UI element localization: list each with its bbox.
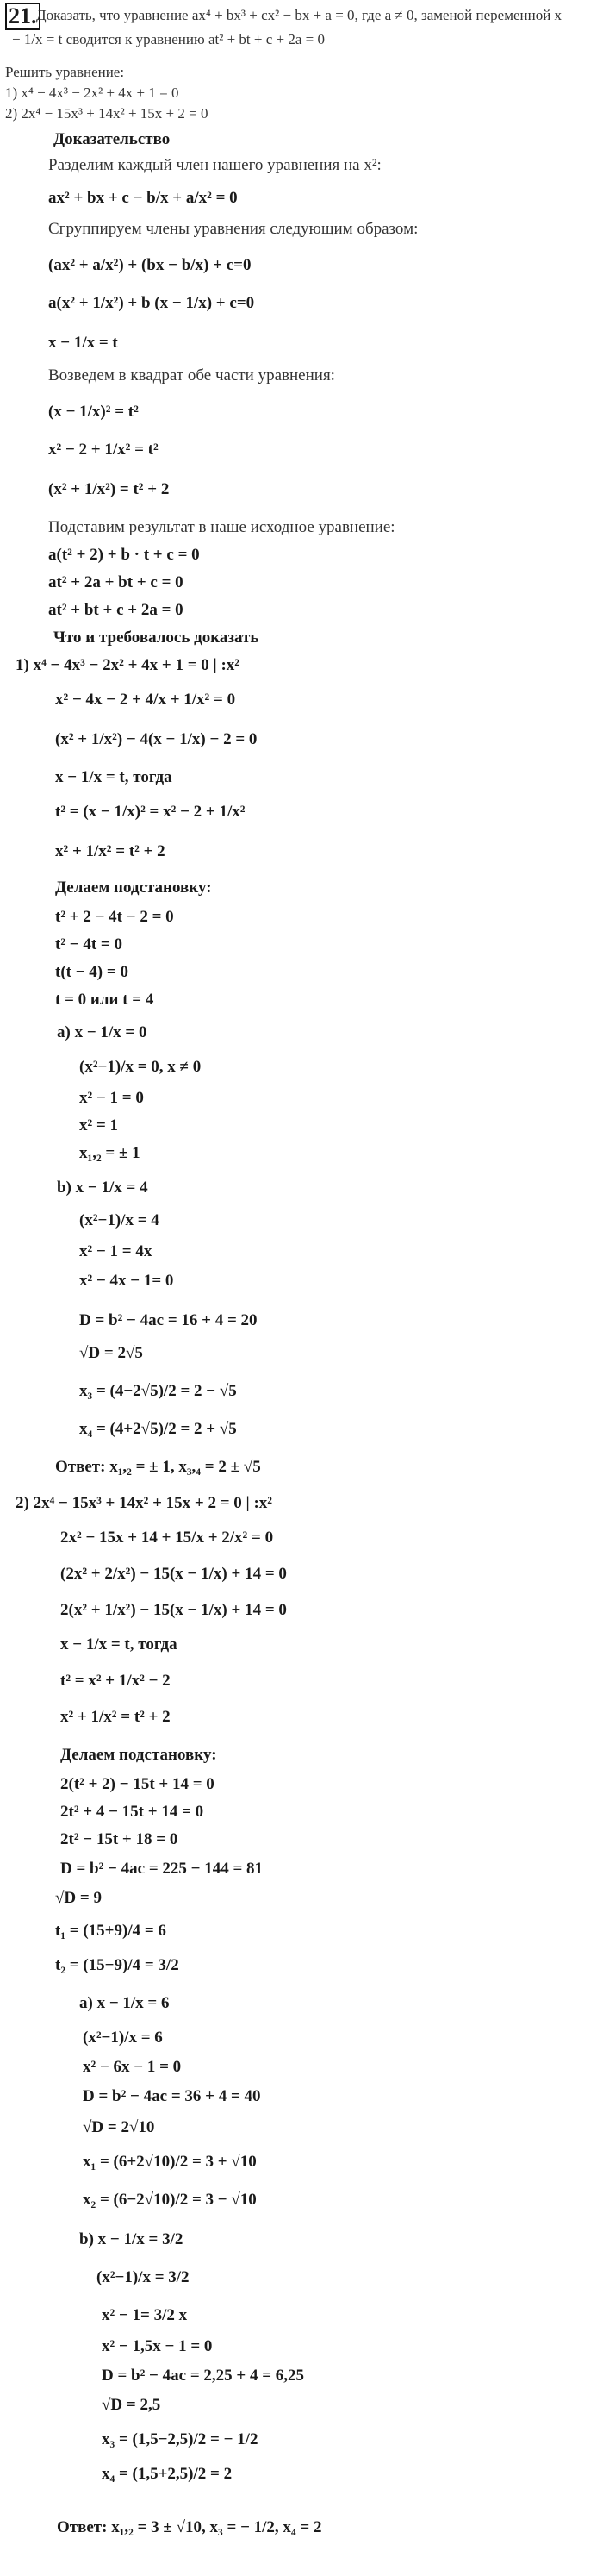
proof-step2-eq3-line: x − 1/x = t bbox=[48, 334, 118, 352]
part1-l8-line: t² + 2 − 4t − 2 = 0 bbox=[55, 908, 174, 926]
problem-eq2-line: 2) 2x⁴ − 15x³ + 14x² + 15x + 2 = 0 bbox=[5, 105, 208, 122]
proof-step3-text-line: Возведем в квадрат обе части уравнения: bbox=[48, 366, 335, 385]
part2-l6-line: t² = x² + 1/x² − 2 bbox=[60, 1672, 171, 1690]
part2-l28-line: √D = 2,5 bbox=[102, 2396, 161, 2414]
part1-l18-line: (x²−1)/x = 4 bbox=[79, 1211, 159, 1229]
part2-l26-line: x² − 1,5x − 1 = 0 bbox=[102, 2337, 213, 2355]
proof-step3-eq2-line: x² − 2 + 1/x² = t² bbox=[48, 441, 159, 459]
part2-l10-line: 2t² + 4 − 15t + 14 = 0 bbox=[60, 1803, 204, 1821]
proof-step1-text-line: Разделим каждый член нашего уравнения на x²: bbox=[48, 156, 382, 174]
part2-l22-line: x₂ = (6−2√10)/2 = 3 − √10 bbox=[83, 2191, 257, 2209]
part1-l1-line: 1) x⁴ − 4x³ − 2x² + 4x + 1 = 0 | :x² bbox=[16, 656, 240, 674]
part1-l9-line: t² − 4t = 0 bbox=[55, 935, 123, 953]
part1-l15-line: x² = 1 bbox=[79, 1116, 119, 1135]
part1-l2-line: x² − 4x − 2 + 4/x + 1/x² = 0 bbox=[55, 691, 236, 709]
part1-l20-line: x² − 4x − 1= 0 bbox=[79, 1272, 174, 1290]
part1-l13-line: (x²−1)/x = 0, x ≠ 0 bbox=[79, 1058, 202, 1076]
proof-step4-eq3-line: at² + bt + c + 2a = 0 bbox=[48, 601, 183, 619]
part1-l7-line: Делаем подстановку: bbox=[55, 878, 212, 897]
proof-heading-line: Доказательство bbox=[53, 130, 171, 148]
part2-l30-line: x₄ = (1,5+2,5)/2 = 2 bbox=[102, 2465, 233, 2483]
part1-l6-line: x² + 1/x² = t² + 2 bbox=[55, 842, 165, 860]
part2-l27-line: D = b² − 4ac = 2,25 + 4 = 6,25 bbox=[102, 2367, 305, 2385]
part2-l20-line: √D = 2√10 bbox=[83, 2118, 155, 2136]
part2-l16-line: a) x − 1/x = 6 bbox=[79, 1994, 170, 2012]
part2-l12-line: D = b² − 4ac = 225 − 144 = 81 bbox=[60, 1860, 264, 1878]
part1-l10-line: t(t − 4) = 0 bbox=[55, 963, 128, 981]
part1-l23-line: x₃ = (4−2√5)/2 = 2 − √5 bbox=[79, 1382, 237, 1400]
problem-statement-line-2-line: − 1/x = t сводится к уравнению at² + bt + c + 2a = 0 bbox=[12, 31, 325, 47]
part1-l5-line: t² = (x − 1/x)² = x² − 2 + 1/x² bbox=[55, 803, 246, 821]
problem-task-line: Решить уравнение: bbox=[5, 64, 125, 80]
part2-l17-line: (x²−1)/x = 6 bbox=[83, 2029, 163, 2047]
proof-step4-text-line: Подставим результат в наше исходное уравнение: bbox=[48, 518, 395, 536]
part2-l2-line: 2x² − 15x + 14 + 15/x + 2/x² = 0 bbox=[60, 1529, 274, 1547]
proof-step4-eq1-line: a(t² + 2) + b · t + c = 0 bbox=[48, 546, 200, 564]
proof-step2-eq1-line: (ax² + a/x²) + (bx − b/x) + c=0 bbox=[48, 256, 252, 274]
part2-l8-line: Делаем подстановку: bbox=[60, 1746, 217, 1764]
part1-l19-line: x² − 1 = 4x bbox=[79, 1242, 152, 1260]
problem-eq1-line: 1) x⁴ − 4x³ − 2x² + 4x + 1 = 0 bbox=[5, 84, 179, 101]
part2-l14-line: t₁ = (15+9)/4 = 6 bbox=[55, 1922, 166, 1940]
part2-l15-line: t₂ = (15−9)/4 = 3/2 bbox=[55, 1956, 179, 1974]
proof-step3-eq3-line: (x² + 1/x²) = t² + 2 bbox=[48, 480, 170, 498]
part1-l3-line: (x² + 1/x²) − 4(x − 1/x) − 2 = 0 bbox=[55, 730, 258, 748]
proof-step2-eq2-line: a(x² + 1/x²) + b (x − 1/x) + c=0 bbox=[48, 294, 255, 312]
part1-l12-line: a) x − 1/x = 0 bbox=[57, 1023, 147, 1041]
part2-l7-line: x² + 1/x² = t² + 2 bbox=[60, 1708, 171, 1726]
part2-l3-line: (2x² + 2/x²) − 15(x − 1/x) + 14 = 0 bbox=[60, 1565, 287, 1583]
part2-l5-line: x − 1/x = t, тогда bbox=[60, 1635, 177, 1654]
problem-number: 21. bbox=[5, 3, 40, 30]
part1-l21-line: D = b² − 4ac = 16 + 4 = 20 bbox=[79, 1311, 258, 1329]
proof-step1-eq-line: ax² + bx + c − b/x + a/x² = 0 bbox=[48, 189, 238, 207]
proof-step3-eq1-line: (x − 1/x)² = t² bbox=[48, 403, 139, 421]
part1-l22-line: √D = 2√5 bbox=[79, 1344, 143, 1362]
part2-l11-line: 2t² − 15t + 18 = 0 bbox=[60, 1830, 178, 1848]
part2-l13-line: √D = 9 bbox=[55, 1889, 102, 1907]
part2-l24-line: (x²−1)/x = 3/2 bbox=[96, 2268, 190, 2286]
proof-step2-text-line: Сгруппируем члены уравнения следующим образом: bbox=[48, 220, 419, 238]
proof-conclusion-line: Что и требовалось доказать bbox=[53, 628, 259, 647]
part2-l4-line: 2(x² + 1/x²) − 15(x − 1/x) + 14 = 0 bbox=[60, 1601, 287, 1619]
part2-l18-line: x² − 6x − 1 = 0 bbox=[83, 2058, 182, 2076]
part2-l9-line: 2(t² + 2) − 15t + 14 = 0 bbox=[60, 1775, 214, 1793]
problem-statement-line-1-line: Доказать, что уравнение ax⁴ + bx³ + cx² − bx + a = 0, где a ≠ 0, заменой переменной x bbox=[36, 7, 563, 23]
part1-l14-line: x² − 1 = 0 bbox=[79, 1089, 144, 1107]
proof-step4-eq2-line: at² + 2a + bt + c = 0 bbox=[48, 573, 183, 591]
part1-l24-line: x₄ = (4+2√5)/2 = 2 + √5 bbox=[79, 1420, 237, 1438]
part1-l16-line: x₁,₂ = ± 1 bbox=[79, 1144, 140, 1162]
part2-l1-line: 2) 2x⁴ − 15x³ + 14x² + 15x + 2 = 0 | :x² bbox=[16, 1494, 273, 1512]
part1-l17-line: b) x − 1/x = 4 bbox=[57, 1179, 148, 1197]
part2-l21-line: x₁ = (6+2√10)/2 = 3 + √10 bbox=[83, 2153, 257, 2171]
part2-l25-line: x² − 1= 3/2 x bbox=[102, 2306, 188, 2324]
part1-l11-line: t = 0 или t = 4 bbox=[55, 991, 154, 1009]
part2-l23-line: b) x − 1/x = 3/2 bbox=[79, 2230, 183, 2248]
part1-l4-line: x − 1/x = t, тогда bbox=[55, 768, 172, 786]
part1-l25-line: Ответ: x₁,₂ = ± 1, x₃,₄ = 2 ± √5 bbox=[55, 1458, 261, 1476]
part2-l19-line: D = b² − 4ac = 36 + 4 = 40 bbox=[83, 2087, 261, 2105]
part2-l29-line: x₃ = (1,5−2,5)/2 = − 1/2 bbox=[102, 2430, 258, 2448]
part2-l31-line: Ответ: x₁,₂ = 3 ± √10, x₃ = − 1/2, x₄ = 2 bbox=[57, 2518, 322, 2536]
